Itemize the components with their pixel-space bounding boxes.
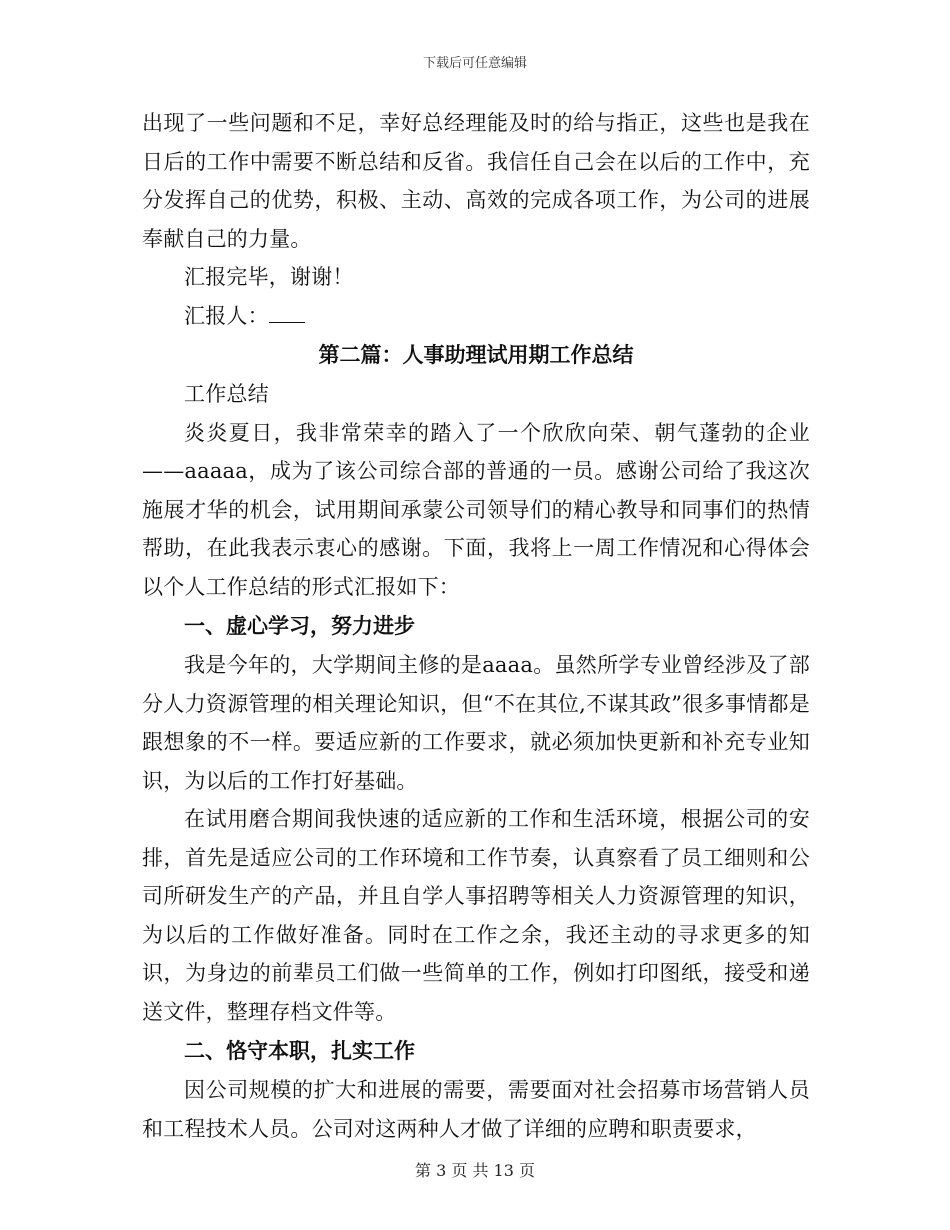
paragraph-continued: 出现了一些问题和不足，幸好总经理能及时的给与指正，这些也是我在日后的工作中需要不断总结和反省。我信任自己会在以后的工作中，充分发挥自己的优势，积极、主动、高效的完成各项工作，为公司的进展奉献自己的力量。 [142, 111, 810, 251]
reporter-label: 汇报人： [184, 303, 269, 328]
paragraph-subtitle: 工作总结 [184, 382, 269, 406]
paragraph-recruit: 因公司规模的扩大和进展的需要，需要面对社会招募市场营销人员和工程技术人员。公司对这两种人才做了详细的应聘和职责要求， [142, 1078, 810, 1141]
paragraph-closing: 汇报完毕，谢谢！ [184, 265, 354, 289]
paragraph-adapt: 在试用磨合期间我快速的适应新的工作和生活环境，根据公司的安排，首先是适应公司的工作环境和工作节奏，认真察看了员工细则和公司所研发生产的产品，并且自学人事招聘等相关人力资源管理的知识，为以后的工作做好准备。同时在工作之余，我还主动的寻求更多的知识，为身边的前辈员工们做一些简单的工作，例如打印图纸，接受和递送文件，整理存档文件等。 [142, 807, 810, 1024]
page-footer: 第 3 页 共 13 页 [415, 1161, 535, 1180]
heading-two: 二、恪守本职，扎实工作 [184, 1038, 415, 1063]
heading-one: 一、虚心学习，努力进步 [184, 613, 415, 638]
paragraph-intro: 炎炎夏日，我非常荣幸的踏入了一个欣欣向荣、朝气蓬勃的企业——aaaaa，成为了该公司综合部的普通的一员。感谢公司给了我这次施展才华的机会，试用期间承蒙公司领导们的精心教导和同事们的热情帮助，在此我表示衷心的感谢。下面，我将上一周工作情况和心得体会以个人工作总结的形式汇报如下： [142, 420, 810, 599]
section-title: 第二篇：人事助理试用期工作总结 [318, 342, 634, 367]
paragraph-study: 我是今年的，大学期间主修的是aaaa。虽然所学专业曾经涉及了部分人力资源管理的相关理论知识，但“不在其位,不谋其政”很多事情都是跟想象的不一样。要适应新的工作要求，就必须加快更新和补充专业知识，为以后的工作打好基础。 [142, 653, 810, 793]
page-header: 下载后可任意编辑 [422, 56, 527, 71]
paragraph-reporter [142, 297, 810, 336]
signature-blank [269, 304, 305, 323]
document-body [142, 104, 810, 1148]
